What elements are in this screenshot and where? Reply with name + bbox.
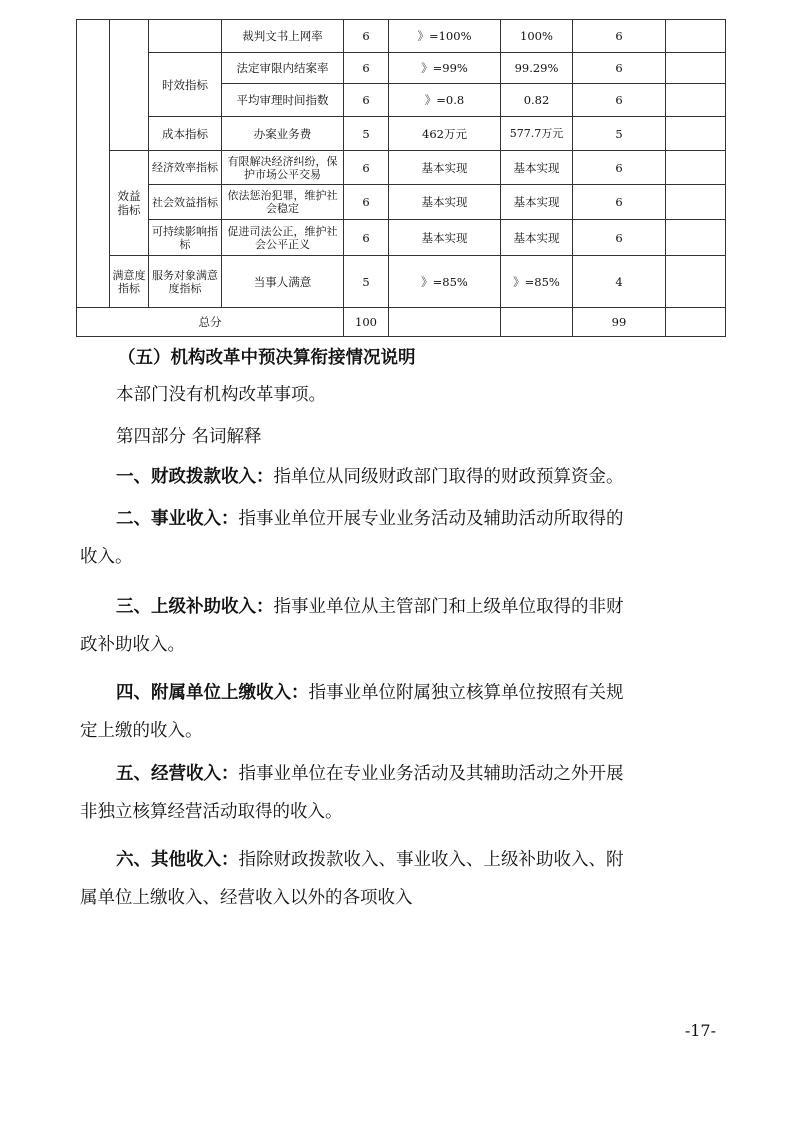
definition-term: 一、财政拨款收入： [116,467,274,487]
score-cell: 4 [573,256,666,308]
indicator-cell: 有限解决经济纠纷，保护市场公平交易 [222,151,344,185]
level1-cell: 满意度指标 [110,256,149,308]
indicator-cell: 办案业务费 [222,117,344,151]
target-cell: 基本实现 [389,151,501,185]
level2-cell: 可持续影响指标 [149,220,222,256]
target-cell: 》=99% [389,53,501,84]
definition-item [80,466,720,488]
definition-text: 指事业单位在专业业务活动及其辅助活动之外开展 [238,764,624,784]
definition-item [80,763,720,785]
definition-item [80,849,720,871]
section-text: 本部门没有机构改革事项。 [116,385,326,405]
definition-text: 指单位从同级财政部门取得的财政预算资金。 [273,467,624,487]
actual-cell: 基本实现 [501,151,573,185]
category-cell [77,20,110,308]
note-cell [666,308,726,337]
weight-cell: 5 [344,117,389,151]
definition-continuation: 定上缴的收入。 [80,721,203,741]
definition-item [80,508,720,530]
target-cell [389,308,501,337]
level1-cell: 效益指标 [110,151,149,256]
level2-cell: 社会效益指标 [149,185,222,220]
note-cell [666,220,726,256]
indicator-cell: 依法惩治犯罪，维护社会稳定 [222,185,344,220]
table-row [77,151,726,185]
table-row [77,185,726,220]
indicator-cell: 裁判文书上网率 [222,20,344,53]
level2-cell: 成本指标 [149,117,222,151]
definition-continuation: 政补助收入。 [80,635,185,655]
total-weight: 100 [344,308,389,337]
table-row [77,53,726,84]
level2-cell: 服务对象满意度指标 [149,256,222,308]
total-label: 总分 [77,308,344,337]
target-cell: 基本实现 [389,185,501,220]
definition-text: 指除财政拨款收入、事业收入、上级补助收入、附 [238,850,624,870]
note-cell [666,256,726,308]
note-cell [666,185,726,220]
definition-item [80,596,720,618]
indicator-cell: 平均审理时间指数 [222,84,344,117]
target-cell: 》=0.8 [389,84,501,117]
section-heading: （五）机构改革中预决算衔接情况说明 [118,348,416,368]
indicator-cell: 法定审限内结案率 [222,53,344,84]
score-cell: 6 [573,151,666,185]
table-row [77,20,726,53]
actual-cell: 99.29% [501,53,573,84]
note-cell [666,84,726,117]
score-cell: 6 [573,53,666,84]
weight-cell: 5 [344,256,389,308]
definition-term: 四、附属单位上缴收入： [116,683,309,703]
target-cell: 》=100% [389,20,501,53]
weight-cell: 6 [344,53,389,84]
actual-cell: 基本实现 [501,220,573,256]
actual-cell: 》=85% [501,256,573,308]
actual-cell: 577.7万元 [501,117,573,151]
definition-text: 指事业单位附属独立核算单位按照有关规 [308,683,624,703]
note-cell [666,117,726,151]
score-cell: 6 [573,220,666,256]
score-cell: 6 [573,84,666,117]
actual-cell: 基本实现 [501,185,573,220]
table-row [77,117,726,151]
level1-cell [110,20,149,151]
level2-cell: 时效指标 [149,53,222,117]
indicator-cell: 促进司法公正，维护社会公平正义 [222,220,344,256]
target-cell: 》=85% [389,256,501,308]
total-score: 99 [573,308,666,337]
definition-continuation: 属单位上缴收入、经营收入以外的各项收入 [80,888,413,908]
target-cell: 462万元 [389,117,501,151]
actual-cell: 0.82 [501,84,573,117]
definition-continuation: 非独立核算经营活动取得的收入。 [80,802,343,822]
definition-term: 五、经营收入： [116,764,239,784]
total-row [77,308,726,337]
score-cell: 6 [573,20,666,53]
indicator-cell: 当事人满意 [222,256,344,308]
actual-cell: 100% [501,20,573,53]
note-cell [666,20,726,53]
definition-text: 指事业单位开展专业业务活动及辅助活动所取得的 [238,509,624,529]
score-cell: 6 [573,185,666,220]
definition-item [80,682,720,704]
definition-text: 指事业单位从主管部门和上级单位取得的非财 [273,597,624,617]
definition-term: 二、事业收入： [116,509,239,529]
note-cell [666,151,726,185]
weight-cell: 6 [344,20,389,53]
level2-cell [149,20,222,53]
note-cell [666,53,726,84]
score-cell: 5 [573,117,666,151]
definition-term: 六、其他收入： [116,850,239,870]
actual-cell [501,308,573,337]
weight-cell: 6 [344,84,389,117]
definition-continuation: 收入。 [80,547,133,567]
weight-cell: 6 [344,185,389,220]
definition-term: 三、上级补助收入： [116,597,274,617]
performance-table [76,19,726,337]
part-heading: 第四部分 名词解释 [116,427,262,447]
weight-cell: 6 [344,151,389,185]
table-row [77,220,726,256]
target-cell: 基本实现 [389,220,501,256]
level2-cell: 经济效率指标 [149,151,222,185]
page-number: -17- [684,1021,716,1040]
table-row [77,256,726,308]
weight-cell: 6 [344,220,389,256]
